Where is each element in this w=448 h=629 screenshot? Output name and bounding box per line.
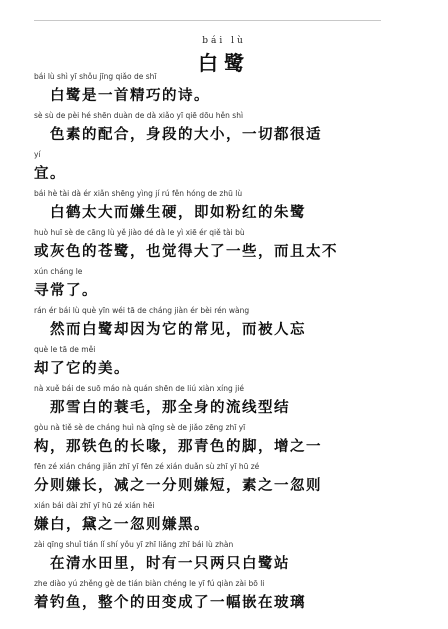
- pinyin-line: bái hè tài dà ér xiǎn shēng yìng jí rú fěn hóng de zhū lù: [34, 189, 243, 198]
- pinyin-line: huò huī sè de cāng lù yě jiào dé dà le yì xiē ér qiě tài bù: [34, 228, 245, 237]
- text-line: 色素的配合，身段的大小，一切都很适: [34, 126, 322, 143]
- text-line: 宜。: [34, 165, 66, 182]
- text-line: 那雪白的蓑毛，那全身的流线型结: [34, 399, 290, 416]
- pinyin-line: xián bái dài zhī yī hū zé xián hēi: [34, 501, 155, 510]
- pinyin-line: gòu nà tiě sè de cháng huì nà qīng sè de jiǎo zēng zhī yī: [34, 423, 246, 432]
- pinyin-line: xún cháng le: [34, 267, 83, 276]
- text-line: 白鹤太大而嫌生硬，即如粉红的朱鹭: [34, 204, 306, 221]
- text-line: 着钓鱼，整个的田变成了一幅嵌在玻璃: [34, 594, 306, 611]
- pinyin-line: sè sù de pèi hé shēn duàn de dà xiǎo yī qiē dōu hěn shì: [34, 111, 244, 120]
- text-line: 寻常了。: [34, 282, 98, 299]
- top-rule: [34, 20, 381, 21]
- pinyin-line: fēn zé xián cháng jiǎn zhī yī fēn zé xián duǎn sù zhī yī hū zé: [34, 462, 260, 471]
- text-line: 嫌白，黛之一忽则嫌黑。: [34, 516, 210, 533]
- text-line: 分则嫌长，减之一分则嫌短，素之一忽则: [34, 477, 322, 494]
- pinyin-line: zài qīng shuǐ tián lǐ shí yǒu yī zhī liǎng zhī bái lù zhàn: [34, 540, 234, 549]
- text-line: 却了它的美。: [34, 360, 130, 377]
- page-title: 白鹭: [198, 51, 250, 75]
- text-line: 然而白鹭却因为它的常见，而被人忘: [34, 321, 306, 338]
- text-line: 在清水田里，时有一只两只白鹭站: [34, 555, 290, 572]
- title-pinyin: bái lù: [202, 36, 246, 46]
- pinyin-line: yí: [34, 150, 41, 159]
- pinyin-line: què le tā de měi: [34, 345, 96, 354]
- text-line: 白鹭是一首精巧的诗。: [34, 87, 210, 104]
- pinyin-line: zhe diào yú zhěng gè de tián biàn chéng le yī fú qiàn zài bō li: [34, 579, 265, 588]
- pinyin-line: rán ér bái lù què yīn wéi tā de cháng jiàn ér bèi rén wàng: [34, 306, 250, 315]
- pinyin-line: nà xuě bái de suō máo nà quán shēn de liú xiàn xíng jié: [34, 384, 244, 393]
- text-line: 构，那铁色的长喙，那青色的脚，增之一: [34, 438, 322, 455]
- pinyin-line: bái lù shì yī shǒu jīng qiǎo de shī: [34, 72, 157, 81]
- text-line: 或灰色的苍鹭，也觉得大了一些，而且太不: [34, 243, 338, 260]
